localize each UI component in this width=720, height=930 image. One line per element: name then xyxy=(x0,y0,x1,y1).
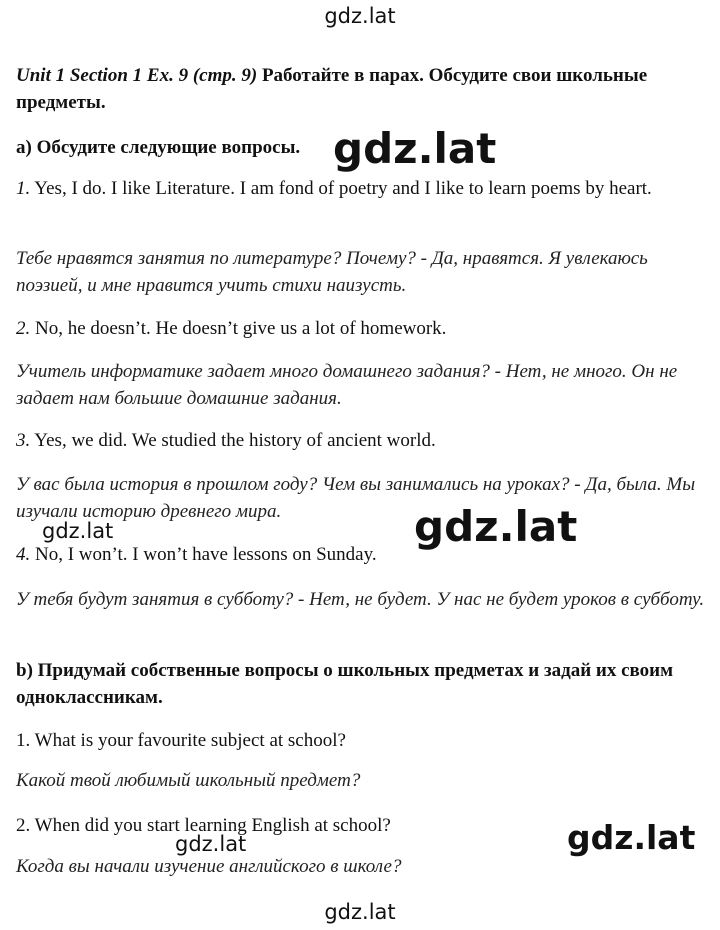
watermark-small-lower: gdz.lat xyxy=(175,832,247,856)
translation-1: Тебе нравятся занятия по литературе? Почему? - Да, нравятся. Я увлекаюсь поэзией, и мне нравится учить стихи наизусть. xyxy=(16,248,648,296)
translation-2: Учитель информатике задает много домашнего задания? - Нет, не много. Он не задает нам большие домашние задания. xyxy=(16,361,678,409)
answer-2-text: No, he doesn’t. He doesn’t give us a lot of homework. xyxy=(30,318,447,339)
answer-4-number: 4. xyxy=(16,544,31,565)
translation-4: У тебя будут занятия в субботу? - Нет, не будет. У нас не будет уроков в субботу. xyxy=(16,589,705,610)
translation-3: У вас была история в прошлом году? Чем вы занимались на уроках? - Да, была. Мы изучали историю древнего мира. xyxy=(16,474,696,522)
section-b-heading: b) Придумай собственные вопросы о школьных предметах и задай их своим одноклассникам. xyxy=(16,660,674,708)
exercise-reference: Unit 1 Section 1 Ex. 9 (стр. 9) xyxy=(16,65,258,86)
exercise-title xyxy=(16,62,706,116)
answer-1 xyxy=(16,175,706,202)
watermark-large-middle: gdz.lat xyxy=(414,502,578,551)
question-1: 1. What is your favourite subject at school? xyxy=(16,730,346,751)
exercise-instruction: Работайте в парах. Обсудите свои школьные предметы. xyxy=(16,65,648,113)
watermark-large-upper: gdz.lat xyxy=(333,124,497,173)
watermark-right: gdz.lat xyxy=(567,818,696,857)
question-2-translation: Когда вы начали изучение английского в школе? xyxy=(16,856,402,877)
watermark-top: gdz.lat xyxy=(324,4,396,28)
watermark-small-left: gdz.lat xyxy=(42,519,114,543)
answer-3-text: Yes, we did. We studied the history of ancient world. xyxy=(30,430,436,451)
section-a-heading: a) Обсудите следующие вопросы. xyxy=(16,137,301,158)
answer-2 xyxy=(16,315,706,342)
answer-3-number: 3. xyxy=(16,430,31,451)
answer-1-number: 1. xyxy=(16,178,31,199)
answer-3 xyxy=(16,427,706,454)
answer-4-text: No, I won’t. I won’t have lessons on Sunday. xyxy=(30,544,377,565)
question-2: 2. When did you start learning English at school? xyxy=(16,815,391,836)
watermark-bottom: gdz.lat xyxy=(324,900,396,924)
answer-1-text: Yes, I do. I like Literature. I am fond of poetry and I like to learn poems by heart. xyxy=(30,178,652,199)
question-1-translation: Какой твой любимый школьный предмет? xyxy=(16,770,361,791)
answer-4 xyxy=(16,541,706,568)
answer-2-number: 2. xyxy=(16,318,31,339)
